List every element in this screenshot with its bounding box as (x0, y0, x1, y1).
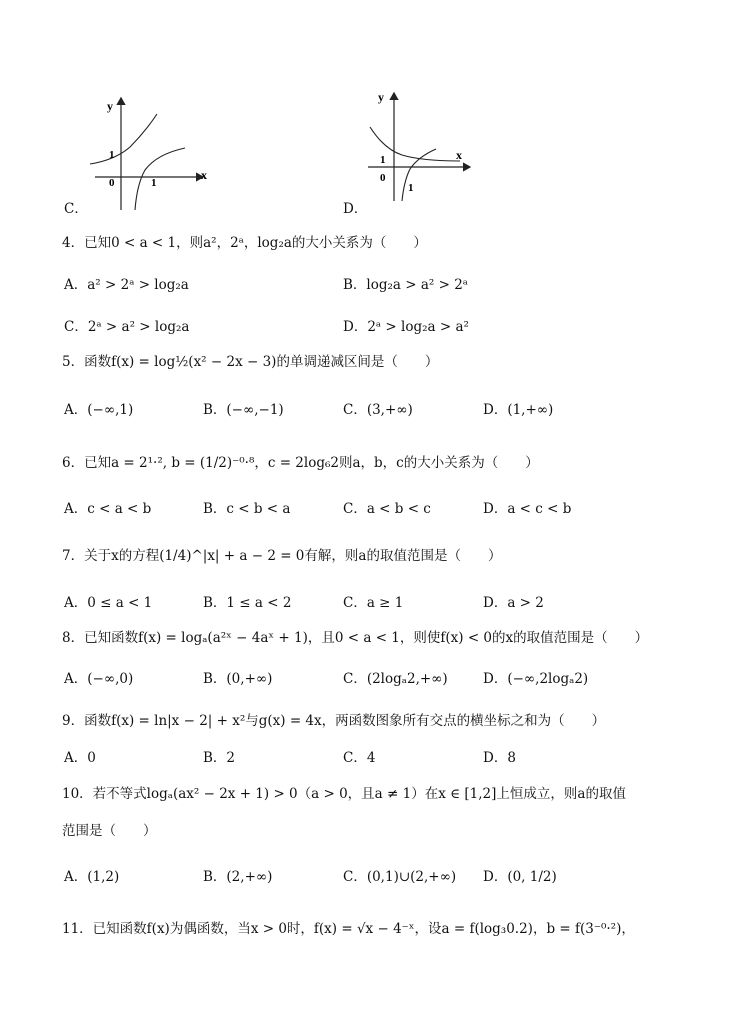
q6-option-b: B．c < b < a (203, 501, 291, 517)
graph-d-origin: 0 (380, 172, 386, 184)
graph-d (362, 87, 482, 207)
q8-option-d: D．(−∞,2logₐ2) (483, 671, 589, 687)
q10-option-b: B．(2,+∞) (203, 869, 273, 885)
q5-option-a: A．(−∞,1) (64, 402, 134, 418)
q9-option-d: D．8 (483, 750, 516, 766)
question-7-stem: 7．关于x的方程(1/4)^|x| + a − 2 = 0有解，则a的取值范围是（ ） (62, 548, 502, 564)
q5-option-b: B．(−∞,−1) (203, 402, 284, 418)
graph-c-curve-log (135, 148, 185, 210)
q8-option-c: C．(2logₐ2,+∞) (343, 671, 448, 687)
graph-d-one-y: 1 (380, 154, 386, 166)
question-4-stem: 4．已知0 < a < 1，则a²，2ᵃ，log₂a的大小关系为（ ） (62, 235, 427, 251)
graph-c-one-y: 1 (109, 149, 115, 161)
graph-c-option-label: C． (64, 201, 88, 217)
q4-option-b: B．log₂a > a² > 2ᵃ (343, 277, 469, 293)
graph-c-curve-exp (90, 114, 157, 164)
q7-option-d: D．a > 2 (483, 595, 544, 611)
q4-option-a: A．a² > 2ᵃ > log₂a (64, 277, 189, 293)
q10-option-a: A．(1,2) (64, 869, 120, 885)
q10-option-d: D．(0, 1/2) (483, 869, 557, 885)
q4-option-d: D．2ᵃ > log₂a > a² (343, 319, 469, 335)
q10-option-c: C．(0,1)∪(2,+∞) (343, 869, 457, 885)
q5-option-d: D．(1,+∞) (483, 402, 554, 418)
q7-option-c: C．a ≥ 1 (343, 595, 404, 611)
question-5-stem: 5．函数f(x) = log½(x² − 2x − 3)的单调递减区间是（ ） (62, 354, 439, 370)
question-10-stem-continued: 范围是（ ） (62, 823, 157, 839)
graph-c-origin: 0 (109, 177, 115, 189)
graph-c-one-x: 1 (151, 177, 157, 189)
graph-d-option-label: D． (343, 201, 368, 217)
graph-c-x-label: x (201, 168, 207, 182)
question-8-stem: 8．已知函数f(x) = logₐ(a²ˣ − 4aˣ + 1)，且0 < a < 1，则使f(x) < 0的x的取值范围是（ ） (62, 630, 649, 646)
q5-option-c: C．(3,+∞) (343, 402, 413, 418)
q9-option-c: C．4 (343, 750, 376, 766)
q9-option-b: B．2 (203, 750, 236, 766)
graph-d-one-x: 1 (408, 182, 414, 194)
question-11-stem: 11．已知函数f(x)为偶函数，当x > 0时，f(x) = √x − 4⁻ˣ，设a = f(log₃0.2)，b = f(3⁻⁰·²)， (62, 921, 635, 937)
graph-d-x-label: x (456, 148, 462, 162)
q6-option-d: D．a < c < b (483, 501, 572, 517)
question-9-stem: 9．函数f(x) = ln|x − 2| + x²与g(x) = 4x，两函数图象所有交点的横坐标之和为（ ） (62, 713, 606, 729)
q6-option-c: C．a < b < c (343, 501, 431, 517)
graph-c (85, 92, 215, 212)
q7-option-a: A．0 ≤ a < 1 (64, 595, 153, 611)
q6-option-a: A．c < a < b (64, 501, 152, 517)
graph-c-y-label: y (107, 99, 113, 113)
q4-option-c: C．2ᵃ > a² > log₂a (64, 319, 190, 335)
graph-d-y-label: y (378, 90, 384, 104)
question-6-stem: 6．已知a = 2¹·², b = (1/2)⁻⁰·⁸，c = 2log₆2则a，b，c的大小关系为（ ） (62, 455, 539, 471)
q7-option-b: B．1 ≤ a < 2 (203, 595, 292, 611)
q8-option-b: B．(0,+∞) (203, 671, 273, 687)
q9-option-a: A．0 (64, 750, 96, 766)
question-10-stem: 10．若不等式logₐ(ax² − 2x + 1) > 0（a > 0，且a ≠ 1）在x ∈ [1,2]上恒成立，则a的取值 (62, 786, 626, 802)
q8-option-a: A．(−∞,0) (64, 671, 134, 687)
